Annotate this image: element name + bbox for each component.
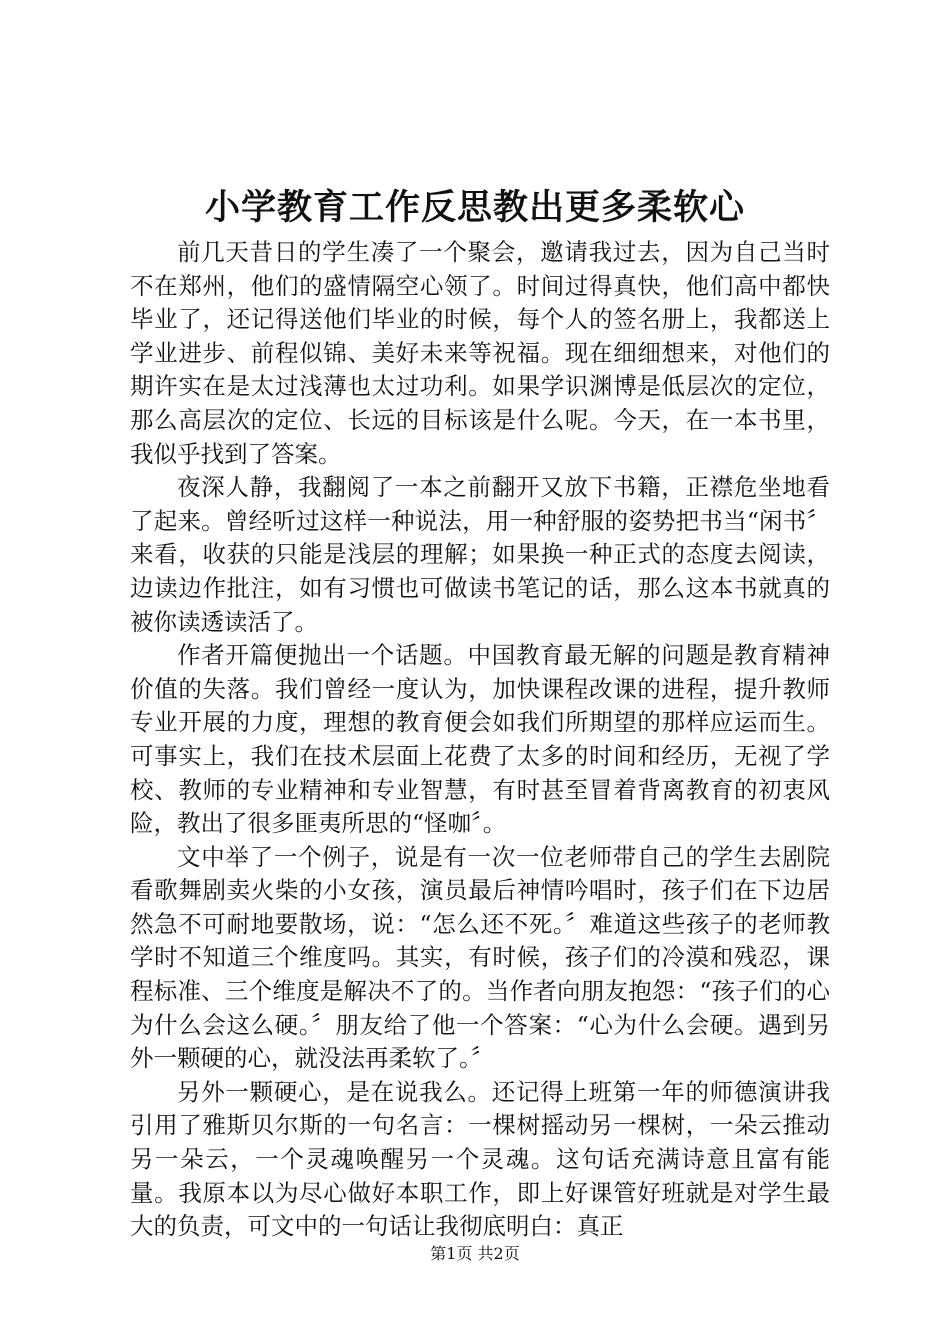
document-body bbox=[130, 236, 830, 1244]
paragraph: 文中举了一个例子，说是有一次一位老师带自己的学生去剧院看歌舞剧卖火柴的小女孩，演员最后神情吟唱时，孩子们在下边居然急不可耐地要散场，说：“怎么还不死。〞难道这些孩子的老师教学时不知道三个维度吗。其实，有时候，孩子们的冷漠和残忍，课程标准、三个维度是解决不了的。当作者向朋友抱怨：“孩子们的心为什么会这么硬。〞朋友给了他一个答案：“心为什么会硬。遇到另外一颗硬的心，就没法再柔软了。〞 bbox=[130, 842, 830, 1073]
page-footer: 第1页 共2页 bbox=[430, 1244, 520, 1263]
paragraph: 夜深人静，我翻阅了一本之前翻开又放下书籍，正襟危坐地看了起来。曾经听过这样一种说法，用一种舒服的姿势把书当“闲书〞来看，收获的只能是浅层的理解；如果换一种正式的态度去阅读，边读边作批注，如有习惯也可做读书笔记的话，那么这本书就真的被你读透读活了。 bbox=[130, 473, 830, 636]
paragraph: 另外一颗硬心，是在说我么。还记得上班第一年的师德演讲我引用了雅斯贝尔斯的一句名言：一棵树摇动另一棵树，一朵云推动另一朵云，一个灵魂唤醒另一个灵魂。这句话充满诗意且富有能量。我原本以为尽心做好本职工作，即上好课管好班就是对学生最大的负责，可文中的一句话让我彻底明白：真正 bbox=[130, 1077, 830, 1241]
paragraph: 前几天昔日的学生凑了一个聚会，邀请我过去，因为自己当时不在郑州，他们的盛情隔空心领了。时间过得真快，他们高中都快毕业了，还记得送他们毕业的时候，每个人的签名册上，我都送上学业进步、前程似锦、美好未来等祝福。现在细细想来，对他们的期许实在是太过浅薄也太过功利。如果学识渊博是低层次的定位，那么高层次的定位、长远的目标该是什么呢。今天，在一本书里，我似乎找到了答案。 bbox=[130, 238, 830, 468]
paragraph: 作者开篇便抛出一个话题。中国教育最无解的问题是教育精神价值的失落。我们曾经一度认为，加快课程改课的进程，提升教师专业开展的力度，理想的教育便会如我们所期望的那样应运而生。可事实上，我们在技术层面上花费了太多的时间和经历，无视了学校、教师的专业精神和专业智慧，有时甚至冒着背离教育的初衷风险，教出了很多匪夷所思的“怪咖〞。 bbox=[130, 641, 830, 838]
document-title: 小学教育工作反思教出更多柔软心 bbox=[204, 187, 745, 228]
